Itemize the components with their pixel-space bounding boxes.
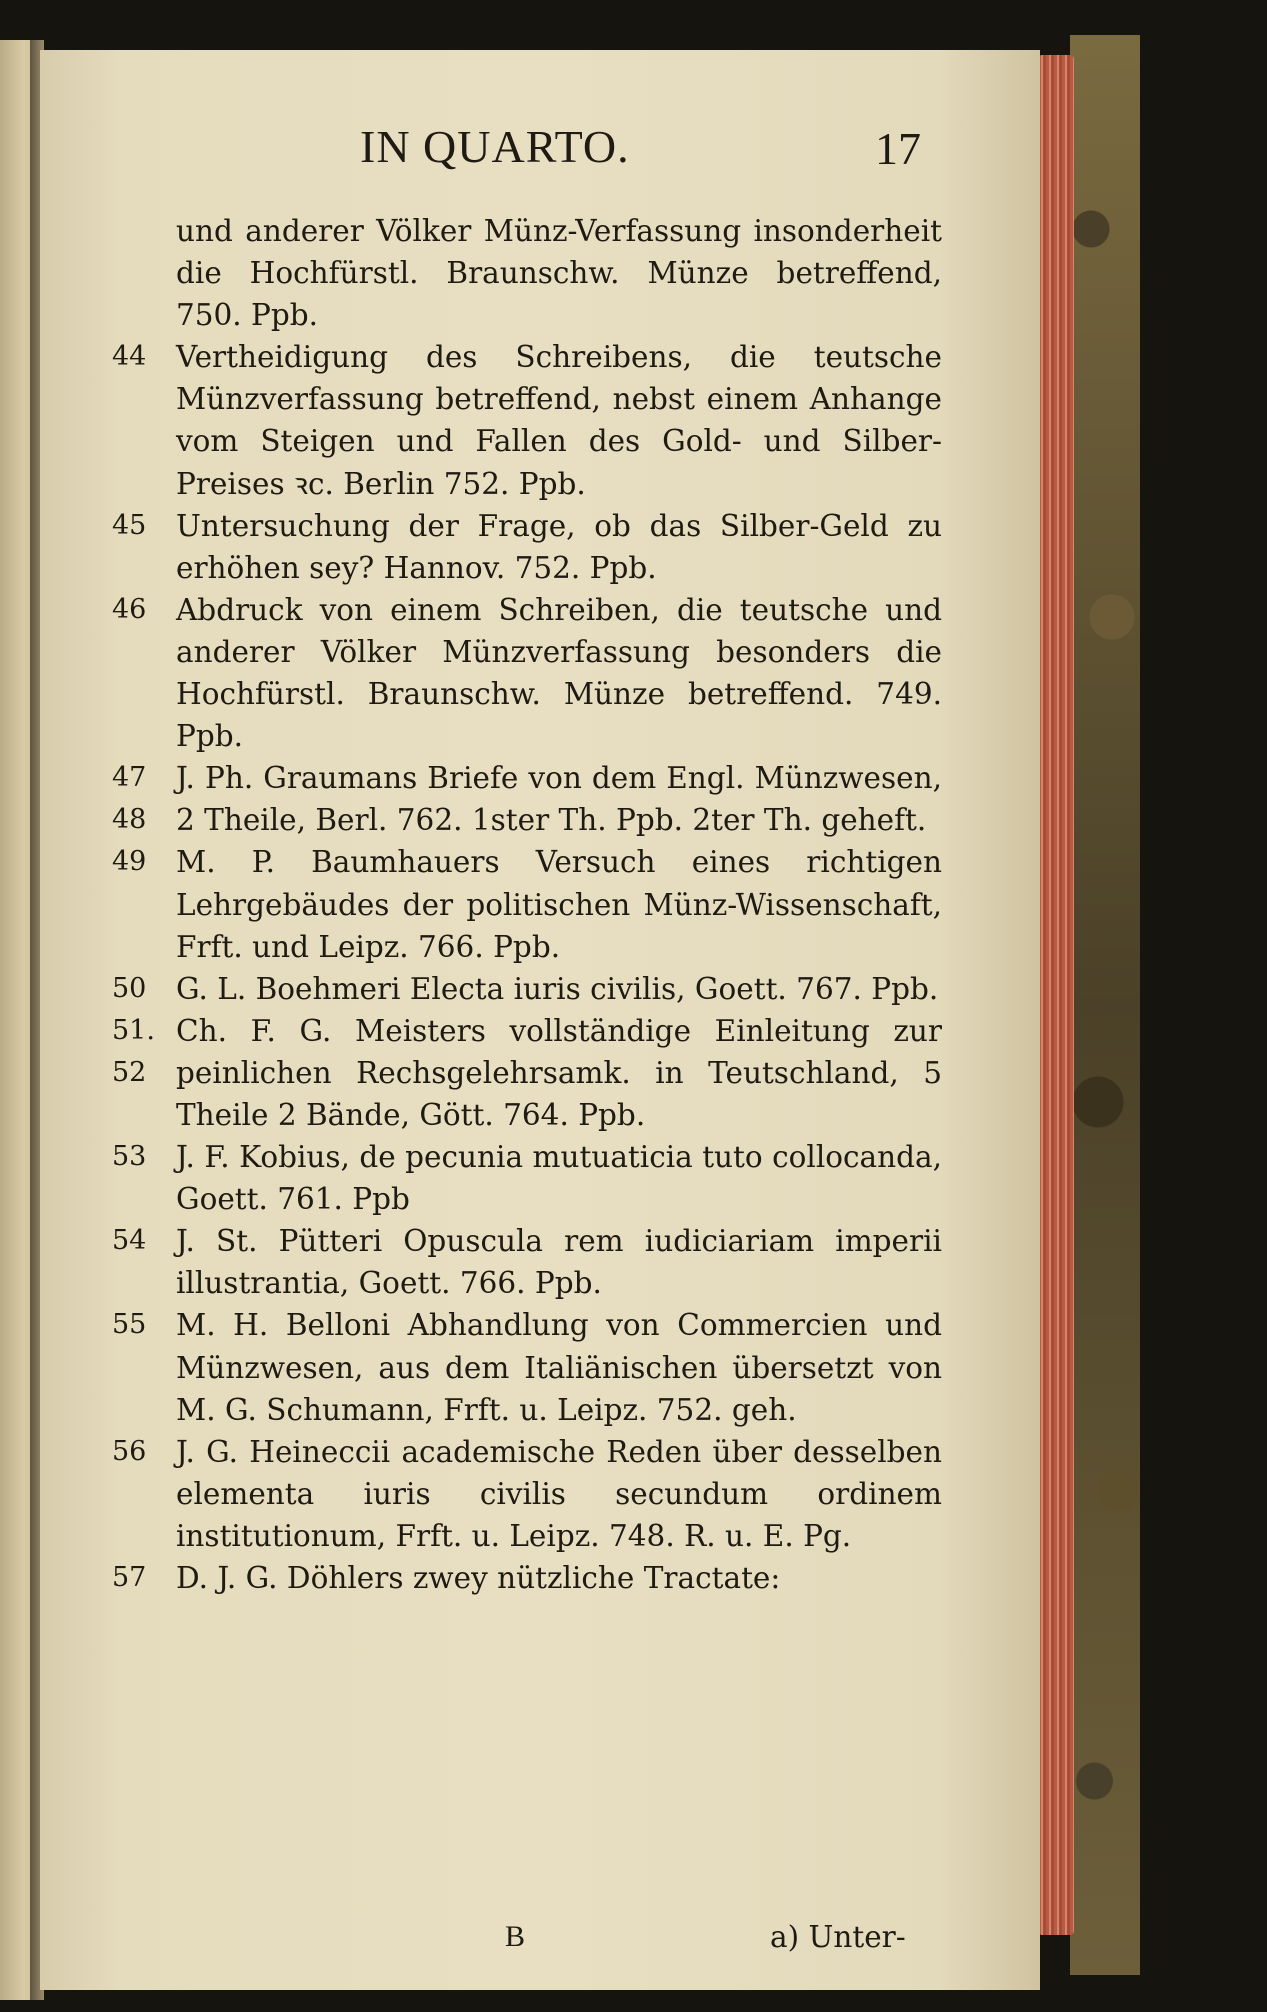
catalogue-entry [112,1220,942,1304]
catalogue-entry [112,210,942,336]
entry-number: 57 [112,1562,147,1593]
catalogue-entry [112,505,942,589]
catalogue-entry [112,757,942,841]
entry-text: M. H. Belloni Abhandlung von Commercien und Münzwesen, aus dem Italiänischen übersetzt von M. G. Schumann, Frft. u. Leipz. 752. geh. [176,1308,942,1427]
entry-text: und anderer Völker Münz-Verfassung insonderheit die Hochfürstl. Braunschw. Münze betreffend, 750. Ppb. [176,214,942,333]
entry-number: 51. 52 [112,1014,155,1088]
catalogue-entry [112,968,942,1010]
catalogue-entries [112,210,942,1599]
entry-number: 54 [112,1225,147,1257]
entry-text: Abdruck von einem Schreiben, die teutsche und anderer Völker Münzverfassung besonders die Hochfürstl. Braunschw. Münze betreffend. 749. Ppb. [176,592,942,754]
catalogue-entry [112,1010,942,1136]
entry-text: Ch. F. G. Meisters vollständige Einleitung zur peinlichen Rechsgelehrsamk. in Teutschland, 5 Theile 2 Bände, Gött. 764. Ppb. [176,1013,942,1132]
entry-number: 55 [112,1309,147,1341]
entry-text: M. P. Baumhauers Versuch eines richtigen Lehrgebäudes der politischen Münz-Wissenschaft, Frft. und Leipz. 766. Ppb. [176,845,942,964]
catalogue-entry [112,841,942,967]
catalogue-entry [112,1304,942,1430]
entry-text: J. Ph. Graumans Briefe von dem Engl. Münzwesen, 2 Theile, Berl. 762. 1ster Th. Ppb. 2ter Th. geheft. [176,761,942,838]
page-header [40,120,1040,190]
entry-text: Untersuchung der Frage, ob das Silber-Geld zu erhöhen sey? Hannov. 752. Ppb. [176,508,942,585]
entry-number: 53 [112,1141,147,1173]
catalogue-entry [112,1136,942,1220]
entry-text: J. G. Heineccii academische Reden über desselben elementa iuris civilis secundum ordinem institutionum, Frft. u. Leipz. 748. R. u. E. Pg. [176,1434,942,1553]
entry-text: J. F. Kobius, de pecunia mutuaticia tuto collocanda, Goett. 761. Ppb [176,1140,942,1217]
catalogue-entry [112,1557,942,1599]
entry-number: 50 [112,972,147,1004]
entry-number: 44 [112,341,147,373]
entry-number: 49 [112,846,147,878]
entry-text: D. J. G. Döhlers zwey nützliche Tractate: [176,1561,781,1595]
entry-number: 46 [112,593,147,625]
catalogue-entry [112,1431,942,1557]
catalogue-entry [112,336,942,504]
entry-number: 45 [112,509,147,541]
catalogue-entry [112,589,942,757]
signature-mark: B [505,1920,526,1953]
catchword: a) Unter- [770,1920,906,1954]
red-page-edges [1038,55,1074,1935]
entry-text: J. St. Pütteri Opuscula rem iudiciariam imperii illustrantia, Goett. 766. Ppb. [176,1224,942,1301]
page-footer [40,1920,1040,1970]
marbled-cover [1070,35,1140,1975]
entry-text: G. L. Boehmeri Electa iuris civilis, Goett. 767. Ppb. [176,971,939,1006]
entry-text: Vertheidigung des Schreibens, die teutsche Münzverfassung betreffend, nebst einem Anhange vom Steigen und Fallen des Gold- und Silber-Preises ꝛc. Berlin 752. Ppb. [176,340,942,501]
entry-number: 47 48 [112,762,147,836]
entry-number: 56 [112,1435,147,1467]
page-number: 17 [875,123,921,174]
running-head: IN QUARTO. [360,121,630,172]
book-page [40,50,1040,1990]
